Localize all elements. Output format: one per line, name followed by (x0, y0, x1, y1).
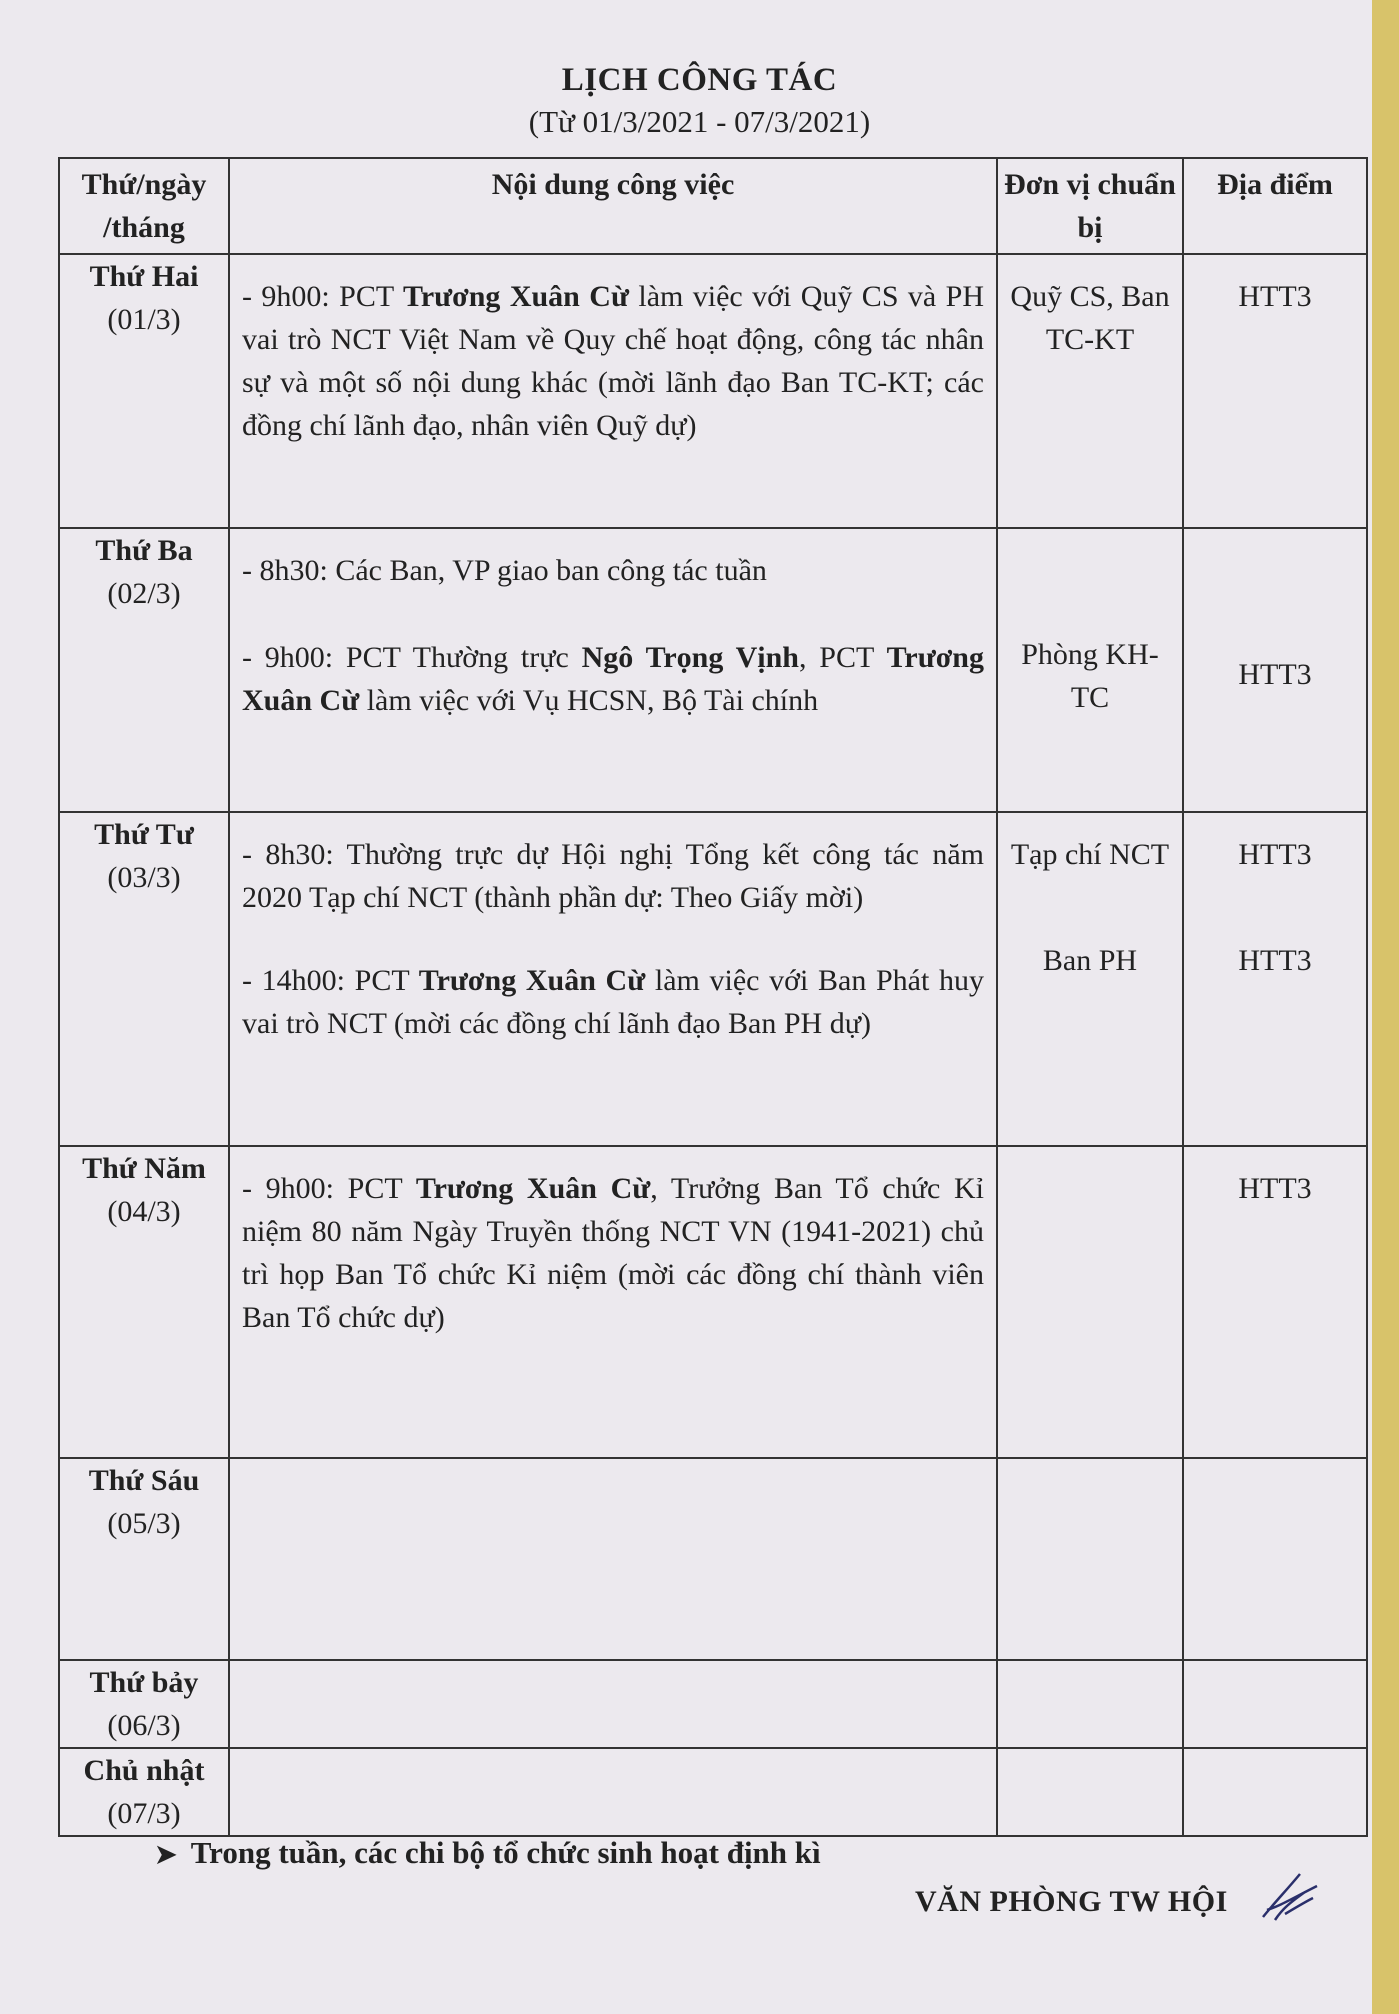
table-row (59, 1458, 1367, 1660)
office-name: VĂN PHÒNG TW HỘI (915, 1885, 1228, 1918)
place-cell (1183, 1660, 1367, 1748)
unit-cell: Quỹ CS, Ban TC-KT (997, 254, 1183, 528)
day-date: (03/3) (107, 861, 181, 894)
table-row (59, 812, 1367, 1146)
task-item: - 8h30: Các Ban, VP giao ban công tác tuần (242, 554, 767, 587)
place-cell: HTT3 (1183, 528, 1367, 812)
day-date: (05/3) (107, 1507, 181, 1540)
column-header-content: Nội dung công việc (229, 158, 997, 254)
place-value: HTT3 (1238, 838, 1312, 871)
table-row (59, 528, 1367, 812)
day-name: Thứ Ba (95, 534, 193, 567)
day-name: Thứ Năm (82, 1152, 206, 1185)
content-cell (229, 1748, 997, 1836)
unit-value: Ban PH (1042, 944, 1138, 977)
footer-note (155, 1835, 821, 1871)
task-item: - 14h00: PCT Trương Xuân Cừ làm việc với Ban Phát huy vai trò NCT (mời các đồng chí lãnh đạo Ban PH dự) (242, 964, 984, 1040)
place-value: HTT3 (1238, 944, 1312, 977)
day-date: (06/3) (107, 1709, 181, 1742)
unit-cell: Phòng KH-TC (997, 528, 1183, 812)
day-name: Thứ Sáu (88, 1464, 200, 1497)
task-item: - 9h00: PCT Trương Xuân Cừ, Trưởng Ban Tổ chức Kỉ niệm 80 năm Ngày Truyền thống NCT VN (1941-2021) chủ trì họp Ban Tổ chức Kỉ niệm (mời các đồng chí thành viên Ban Tổ chức dự) (242, 1172, 984, 1334)
day-cell (59, 1458, 229, 1660)
task-item: - 8h30: Thường trực dự Hội nghị Tổng kết công tác năm 2020 Tạp chí NCT (thành phần dự: Theo Giấy mời) (242, 838, 984, 914)
task-item: - 9h00: PCT Trương Xuân Cừ làm việc với Quỹ CS và PH vai trò NCT Việt Nam về Quy chế hoạt động, công tác nhân sự và một số nội dung khác (mời lãnh đạo Ban TC-KT; các đồng chí lãnh đạo, nhân viên Quỹ dự) (242, 280, 984, 442)
unit-cell (997, 812, 1183, 1146)
content-cell (229, 1458, 997, 1660)
place-cell (1183, 1748, 1367, 1836)
day-date: (02/3) (107, 577, 181, 610)
place-cell (1183, 812, 1367, 1146)
column-header-unit: Đơn vị chuẩn bị (997, 158, 1183, 254)
place-cell: HTT3 (1183, 1146, 1367, 1458)
note-text: Trong tuần, các chi bộ tổ chức sinh hoạt định kì (190, 1835, 821, 1870)
day-cell (59, 1660, 229, 1748)
unit-cell (997, 1146, 1183, 1458)
day-date: (07/3) (107, 1797, 181, 1830)
column-header-day: Thứ/ngày /tháng (59, 158, 229, 254)
content-cell (229, 254, 997, 528)
table-row (59, 1748, 1367, 1836)
content-cell (229, 1660, 997, 1748)
schedule-table (58, 157, 1368, 1837)
day-cell (59, 528, 229, 812)
task-item: - 9h00: PCT Thường trực Ngô Trọng Vịnh, PCT Trương Xuân Cừ làm việc với Vụ HCSN, Bộ Tài chính (242, 641, 984, 717)
content-cell (229, 1146, 997, 1458)
unit-value: Tạp chí NCT (1010, 838, 1170, 871)
day-date: (04/3) (107, 1195, 181, 1228)
day-cell (59, 1146, 229, 1458)
day-date: (01/3) (107, 303, 181, 336)
page-title: LỊCH CÔNG TÁC (561, 62, 838, 98)
table-row (59, 1660, 1367, 1748)
day-name: Thứ Tư (94, 818, 194, 851)
header-row (59, 158, 1367, 254)
day-name: Chủ nhật (83, 1754, 205, 1787)
day-name: Thứ Hai (89, 260, 199, 293)
content-cell (229, 812, 997, 1146)
place-cell (1183, 1458, 1367, 1660)
content-cell (229, 528, 997, 812)
unit-cell (997, 1660, 1183, 1748)
unit-cell (997, 1748, 1183, 1836)
day-cell (59, 1748, 229, 1836)
date-range: (Từ 01/3/2021 - 07/3/2021) (528, 104, 871, 139)
place-cell: HTT3 (1183, 254, 1367, 528)
table-row (59, 1146, 1367, 1458)
day-cell (59, 812, 229, 1146)
desk-background (1372, 0, 1399, 2014)
handwritten-signature (1255, 1862, 1325, 1932)
table-row (59, 254, 1367, 528)
unit-cell (997, 1458, 1183, 1660)
day-cell (59, 254, 229, 528)
column-header-place: Địa điểm (1183, 158, 1367, 254)
day-name: Thứ bảy (89, 1666, 199, 1699)
arrow-bullet-icon: ➤ (155, 1840, 177, 1869)
